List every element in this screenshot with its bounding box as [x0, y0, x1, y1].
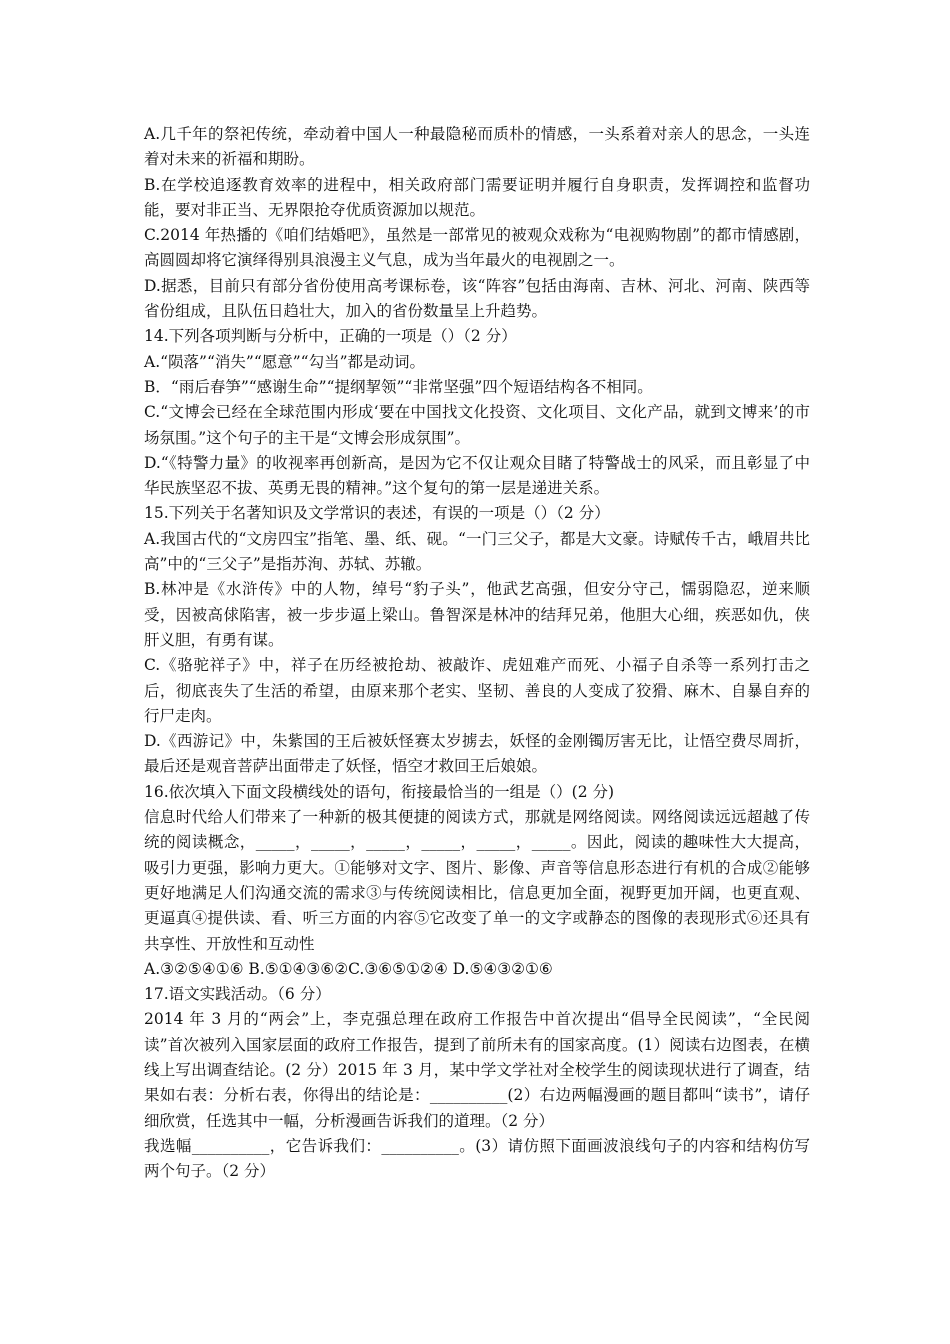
question-17-passage: 2014 年 3 月的“两会”上，李克强总理在政府工作报告中首次提出“倡导全民阅读”，“全民阅读”首次被列入国家层面的政府工作报告，提到了前所未有的国家高度。(1）阅读右边图表，在横线上写出调查结论。(2 分）2015 年 3 月，某中学文学社对全校学生的阅读现状进行了调查，结果如右表：分析右表，你得出的结论是：__________(2）右边两幅漫画的题目都叫“读书”，请仔细欣赏，任选其中一幅，分析漫画告诉我们的道理。（2 分）: [144, 1010, 810, 1130]
question-14-option-c: C.“文博会已经在全球范围内形成‘要在中国找文化投资、文化项目、文化产品，就到文博来’的市场氛围。”这个句子的主干是“文博会形成氛围”。: [144, 403, 810, 447]
question-14-option-d: D.“《特警力量》的收视率再创新高，是因为它不仅让观众目睹了特警战士的风采，而且彰显了中华民族坚忍不拔、英勇无畏的精神。”这个复句的第一层是递进关系。: [144, 453, 810, 498]
option-c-tv-drama: C.2014 年热播的《咱们结婚吧》，虽然是一部常见的被观众戏称为“电视购物剧”的都市情感剧，高圆圆却将它演绎得别具浪漫主义气息，成为当年最火的电视剧之一。: [144, 226, 810, 270]
question-14-option-a: A.“陨落”“消失”“愿意”“勾当”都是动词。: [144, 352, 426, 371]
question-17: 17.语文实践活动。（6 分）: [144, 985, 331, 1004]
question-17-prompt: 我选幅__________，它告诉我们：__________。(3）请仿照下面画波浪线句子的内容和结构仿写两个句子。（2 分）: [144, 1136, 810, 1181]
question-16: 16.依次填入下面文段横线处的语句，衔接最恰当的一组是（）(2 分): [144, 782, 615, 801]
question-16-options: A.③②⑤④①⑥ B.⑤①④③⑥②C.③⑥⑤①②④ D.⑤④③②①⑥: [144, 959, 553, 978]
question-15-option-d: D.《西游记》中，朱紫国的王后被妖怪赛太岁掳去，妖怪的金刚镯厉害无比，让悟空费尽周折，最后还是观音菩萨出面带走了妖怪，悟空才救回王后娘娘。: [144, 732, 810, 776]
question-15-option-a: A.我国古代的“文房四宝”指笔、墨、纸、砚。“一门三父子，都是大文豪。诗赋传千古，峨眉共比高”中的“三父子”是指苏洵、苏轼、苏辙。: [144, 529, 810, 574]
question-14: 14.下列各项判断与分析中，正确的一项是（）（2 分）: [144, 327, 517, 346]
option-a-sacrifice-tradition: A.几千年的祭祀传统，牵动着中国人一种最隐秘而质朴的情感，一头系着对亲人的思念，一头连着对未来的祈福和期盼。: [144, 125, 810, 169]
option-b-education-efficiency: B.在学校追逐教育效率的进程中，相关政府部门需要证明并履行自身职责，发挥调控和监督功能，要对非正当、无界限抢夺优质资源加以规范。: [144, 175, 810, 219]
question-15-option-b: B.林冲是《水浒传》中的人物，绰号“豹子头”，他武艺高强，但安分守己，懦弱隐忍，逆来顺受，因被高俅陷害，被一步步逼上梁山。鲁智深是林冲的结拜兄弟，他胆大心细，疾恶如仇，侠肝义胆，有勇有谋。: [144, 580, 810, 649]
question-15-option-c: C.《骆驼祥子》中，祥子在历经被抢劫、被敲诈、虎妞难产而死、小福子自杀等一系列打击之后，彻底丧失了生活的希望，由原来那个老实、坚韧、善良的人变成了狡猾、麻木、自暴自弃的行尸走肉。: [144, 656, 810, 725]
option-d-exam-papers: D.据悉，目前只有部分省份使用高考课标卷，该“阵容”包括由海南、吉林、河北、河南、陕西等省份组成，且队伍日趋壮大，加入的省份数量呈上升趋势。: [144, 276, 810, 321]
question-14-option-b: B．“雨后春笋”“感谢生命”“提纲挈领”“非常坚强”四个短语结构各不相同。: [144, 377, 653, 396]
question-16-passage: 信息时代给人们带来了一种新的极其便捷的阅读方式，那就是网络阅读。网络阅读远远超越了传统的阅读概念，_____，_____，_____，_____，_____，_____。因此，阅读的趣味性大大提高，吸引力更强，影响力更大。①能够对文字、图片、影像、声音等信息形态进行有机的合成②能够更好地满足人们沟通交流的需求③与传统阅读相比，信息更加全面，视野更加开阔，也更直观、更逼真④提供读、看、听三方面的内容⑤它改变了单一的文字或静态的图像的表现形式⑥还具有共享性、开放性和互动性: [144, 808, 810, 953]
document-body: [144, 122, 810, 1184]
question-15: 15.下列关于名著知识及文学常识的表述，有误的一项是（）（2 分）: [144, 504, 610, 523]
